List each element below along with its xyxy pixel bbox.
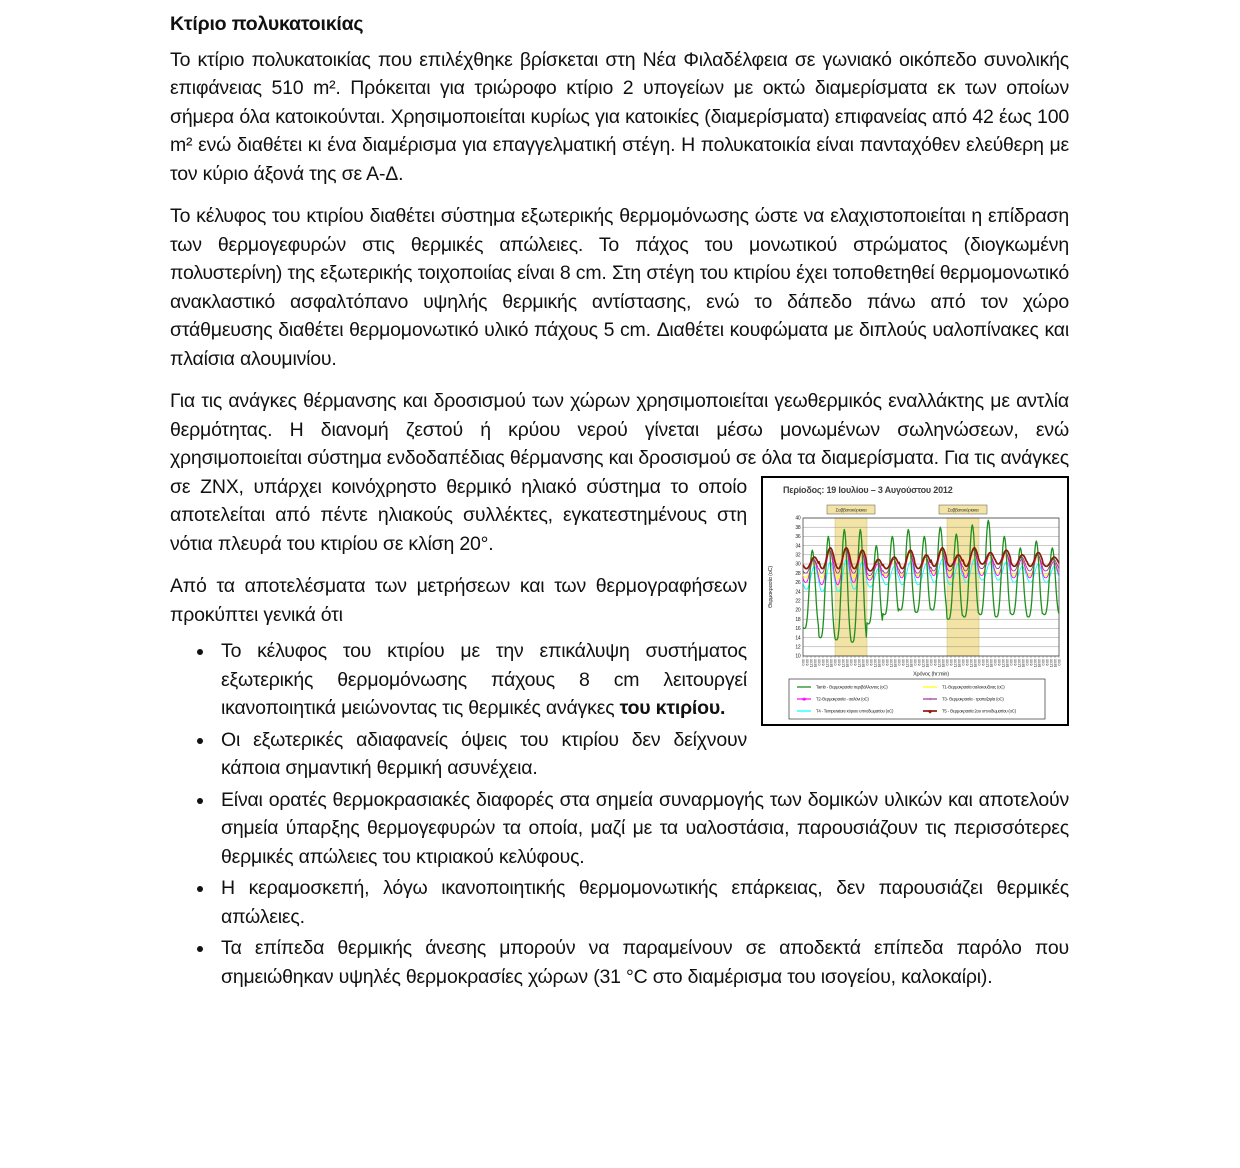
svg-text:✱: ✱ — [802, 696, 806, 703]
svg-text:6:00: 6:00 — [1029, 658, 1034, 666]
svg-text:6:00: 6:00 — [869, 658, 874, 666]
svg-text:18:00: 18:00 — [989, 658, 994, 667]
paragraph-text: Το κτίριο πολυκατοικίας που επιλέχθηκε βρίσκεται στη Νέα Φιλαδέλφεια σε γωνιακό οικόπεδο συνολικής επιφάνειας 510 m². Πρόκειται για τριώροφο κτίριο 2 υπογείων με οκτώ διαμερίσματα εκ των οποίων σήμερα όλα κατοικούνται. Χρησιμοποιείται κυρίως για κατοικίες (διαμερίσματα) επιφανείας από 42 έως 100 m² ενώ διαθέτει κι ένα διαμέρισμα για επαγγελματική στέγη. Η πολυκατοικία είναι πανταχόθεν ελεύθερη με τον κύριο άξονά της σε Α-Δ. — [170, 48, 1069, 185]
svg-text:24: 24 — [795, 588, 801, 595]
svg-text:0:00: 0:00 — [945, 658, 950, 666]
svg-text:26: 26 — [795, 579, 801, 586]
svg-text:0:00: 0:00 — [1025, 658, 1030, 666]
svg-text:0:00: 0:00 — [993, 658, 998, 666]
svg-text:T2-Θερμοκρασία - σαλόνι (oC): T2-Θερμοκρασία - σαλόνι (oC) — [816, 696, 869, 702]
svg-text:Περίοδος: 19 Ιουλίου – 3 Αυγού: Περίοδος: 19 Ιουλίου – 3 Αυγούστου 2012 — [783, 484, 953, 495]
svg-text:18:00: 18:00 — [941, 658, 946, 667]
svg-text:18:00: 18:00 — [925, 658, 930, 667]
finding-text: Είναι ορατές θερμοκρασιακές διαφορές στα σημεία συναρμογής των δομικών υλικών και αποτελούν σημεία ύπαρξης θερμογεφυρών τα οποία, μαζί με τα υαλοστάσια, παρουσιάζουν τις περισσότερες θερμικές απώλειες του κτιριακού κελύφους. — [221, 788, 1069, 868]
svg-text:0:00: 0:00 — [961, 658, 966, 666]
paragraph-text: Από τα αποτελέσματα των μετρήσεων και των θερμογραφήσεων προκύπτει γενικά ότι — [170, 575, 747, 626]
svg-text:12:00: 12:00 — [841, 658, 846, 667]
svg-text:0:00: 0:00 — [801, 658, 806, 666]
svg-text:18:00: 18:00 — [813, 658, 818, 667]
svg-text:0:00: 0:00 — [865, 658, 870, 666]
svg-text:18:00: 18:00 — [845, 658, 850, 667]
svg-text:18:00: 18:00 — [1037, 658, 1042, 667]
svg-text:Σαββατοκύριακα: Σαββατοκύριακα — [947, 507, 979, 513]
finding-item — [215, 726, 1069, 783]
svg-text:0:00: 0:00 — [913, 658, 918, 666]
temperature-chart-figure — [761, 476, 1069, 726]
svg-text:6:00: 6:00 — [837, 658, 842, 666]
svg-text:16: 16 — [795, 625, 801, 632]
svg-text:34: 34 — [795, 542, 801, 549]
paragraph-building-description — [170, 46, 1069, 189]
svg-text:40: 40 — [795, 515, 801, 522]
finding-text: Η κεραμοσκεπή, λόγω ικανοποιητικής θερμομονωτικής επάρκειας, δεν παρουσιάζει θερμικές απώλειες. — [221, 877, 1069, 928]
svg-text:6:00: 6:00 — [965, 658, 970, 666]
svg-text:18:00: 18:00 — [861, 658, 866, 667]
svg-text:18:00: 18:00 — [1021, 658, 1026, 667]
svg-text:12:00: 12:00 — [953, 658, 958, 667]
finding-item — [215, 786, 1069, 872]
svg-text:6:00: 6:00 — [933, 658, 938, 666]
svg-text:0:00: 0:00 — [817, 658, 822, 666]
svg-text:12:00: 12:00 — [937, 658, 942, 667]
svg-text:12:00: 12:00 — [969, 658, 974, 667]
temperature-chart — [761, 476, 1069, 726]
svg-text:6:00: 6:00 — [1045, 658, 1050, 666]
svg-text:12:00: 12:00 — [1017, 658, 1022, 667]
finding-text: Το κέλυφος του κτιρίου με την επικάλυψη συστήματος εξωτερικής θερμομόνωσης πάχους 8 cm λειτουργεί ικανοποιητικά μειώνοντας τις θερμικές ανάγκες — [221, 640, 747, 719]
svg-text:30: 30 — [795, 561, 801, 568]
svg-text:12:00: 12:00 — [873, 658, 878, 667]
svg-text:12:00: 12:00 — [921, 658, 926, 667]
svg-text:12:00: 12:00 — [985, 658, 990, 667]
svg-text:◆: ◆ — [928, 708, 932, 715]
svg-text:0:00: 0:00 — [833, 658, 838, 666]
paragraph-text: τα διαμερίσματα. Για τις ανάγκες σε ΖΝΧ, υπάρχει κοινόχρηστο θερμικό ηλιακό σύστημα το οποίο αποτελείται από πέντε ηλιακούς συλλέκτες, εγκατεστημένους στη νότια πλευρά του κτιρίου σε κλίση 20°. — [170, 447, 1069, 555]
svg-text:12:00: 12:00 — [1049, 658, 1054, 667]
svg-text:12:00: 12:00 — [857, 658, 862, 667]
svg-text:18:00: 18:00 — [1005, 658, 1010, 667]
svg-text:12:00: 12:00 — [889, 658, 894, 667]
svg-text:36: 36 — [795, 533, 801, 540]
document-content — [170, 10, 1069, 994]
svg-text:6:00: 6:00 — [901, 658, 906, 666]
svg-text:20: 20 — [795, 607, 801, 614]
svg-text:6:00: 6:00 — [805, 658, 810, 666]
svg-text:12:00: 12:00 — [1033, 658, 1038, 667]
svg-text:12: 12 — [795, 644, 801, 650]
svg-text:22: 22 — [795, 598, 801, 604]
svg-text:T5 - Θερμοκρασία 2ου υπνοδωματ: T5 - Θερμοκρασία 2ου υπνοδωματίου (oC) — [942, 708, 1016, 714]
svg-text:Θερμοκρασία (oC): Θερμοκρασία (oC) — [768, 565, 774, 608]
svg-text:18:00: 18:00 — [1053, 658, 1058, 667]
svg-text:18:00: 18:00 — [893, 658, 898, 667]
svg-text:12:00: 12:00 — [1001, 658, 1006, 667]
svg-text:14: 14 — [795, 634, 801, 641]
section-heading: Κτίριο πολυκατοικίας — [170, 13, 364, 35]
svg-text:0:00: 0:00 — [977, 658, 982, 666]
svg-text:0:00: 0:00 — [1057, 658, 1062, 666]
svg-text:32: 32 — [795, 552, 801, 558]
svg-text:0:00: 0:00 — [897, 658, 902, 666]
svg-text:18:00: 18:00 — [877, 658, 882, 667]
svg-text:18:00: 18:00 — [957, 658, 962, 667]
svg-text:0:00: 0:00 — [1041, 658, 1046, 666]
finding-item — [215, 934, 1069, 991]
paragraph-text: Για τις ανάγκες θέρμανσης και δροσισμού των χώρων χρησιμοποιείται γεωθερμικός εναλλάκτης με αντλία θερμότητας. Η διανομή ζεστού ή κρύου νερού γίνεται μέσω μονωμένων σωληνώσεων, ενώ χρησιμοποιείται σύστημα ενδοδαπέδιας θέρμανσης και δροσισμού σε όλα — [170, 390, 1069, 469]
finding-text-bold: του κτιρίου. — [619, 697, 726, 719]
paragraph-envelope-insulation — [170, 202, 1069, 373]
svg-text:T4 - Temperature κύριου υπνοδω: T4 - Temperature κύριου υπνοδωματίου (oC) — [816, 708, 894, 714]
svg-text:18: 18 — [795, 616, 801, 623]
svg-text:Tamb - Θερμοκρασία περιβάλλοντ: Tamb - Θερμοκρασία περιβάλλοντος (oC) — [816, 684, 888, 690]
svg-text:T1-Θερμοκρασία σαλοκουζίνας (o: T1-Θερμοκρασία σαλοκουζίνας (oC) — [942, 684, 1005, 690]
svg-text:6:00: 6:00 — [885, 658, 890, 666]
paragraph-text: Το κέλυφος του κτιρίου διαθέτει σύστημα εξωτερικής θερμομόνωσης ώστε να ελαχιστοποιείται η επίδραση των θερμογεφυρών στις θερμικές απώλειες. Το πάχος του μονωτικού στρώματος (διογκωμένη πολυστερίνη) της εξωτερικής τοιχοποιίας είναι 8 cm. Στη στέγη του κτιρίου έχει τοποθετηθεί θερμομονωτικό ανακλαστικό ασφαλτόπανο υψηλής θερμικής αντίστασης, ενώ το δάπεδο πάνω από τον χώρο στάθμευσης διαθέτει θερμομονωτικό υλικό πάχους 5 cm. Διαθέτει κουφώματα με διπλούς υαλοπίνακες και πλαίσια αλουμινίου. — [170, 205, 1069, 370]
svg-text:0:00: 0:00 — [929, 658, 934, 666]
svg-text:Χρόνος (hr:min): Χρόνος (hr:min) — [913, 671, 949, 677]
svg-text:6:00: 6:00 — [981, 658, 986, 666]
svg-text:12:00: 12:00 — [809, 658, 814, 667]
svg-text:6:00: 6:00 — [821, 658, 826, 666]
svg-text:10: 10 — [795, 653, 801, 660]
svg-text:0:00: 0:00 — [1009, 658, 1014, 666]
svg-text:38: 38 — [795, 524, 801, 531]
svg-text:18:00: 18:00 — [909, 658, 914, 667]
svg-text:6:00: 6:00 — [1013, 658, 1018, 666]
svg-text:Σαββατοκύριακα: Σαββατοκύριακα — [835, 507, 867, 513]
svg-text:+: + — [928, 696, 932, 703]
svg-text:18:00: 18:00 — [973, 658, 978, 667]
svg-text:28: 28 — [795, 570, 801, 577]
svg-text:12:00: 12:00 — [905, 658, 910, 667]
svg-text:12:00: 12:00 — [825, 658, 830, 667]
finding-item — [215, 874, 1069, 931]
svg-text:0:00: 0:00 — [849, 658, 854, 666]
svg-text:6:00: 6:00 — [917, 658, 922, 666]
svg-text:0:00: 0:00 — [881, 658, 886, 666]
svg-text:T3- Θερμοκρασία - τραπεζαρία (: T3- Θερμοκρασία - τραπεζαρία (oC) — [942, 696, 1004, 702]
svg-text:18:00: 18:00 — [829, 658, 834, 667]
svg-text:6:00: 6:00 — [997, 658, 1002, 666]
svg-text:6:00: 6:00 — [949, 658, 954, 666]
temperature-chart-svg — [763, 478, 1067, 724]
finding-text: Οι εξωτερικές αδιαφανείς όψεις του κτιρίου δεν δείχνουν κάποια σημαντική θερμική ασυνέχεια. — [221, 728, 747, 779]
finding-text: Τα επίπεδα θερμικής άνεσης μπορούν να παραμείνουν σε αποδεκτά επίπεδα παρόλο που σημειώθηκαν υψηλές θερμοκρασίες χώρων (31 °C στο διαμέρισμα του ισογείου, καλοκαίρι). — [221, 937, 1069, 988]
svg-text:6:00: 6:00 — [853, 658, 858, 666]
